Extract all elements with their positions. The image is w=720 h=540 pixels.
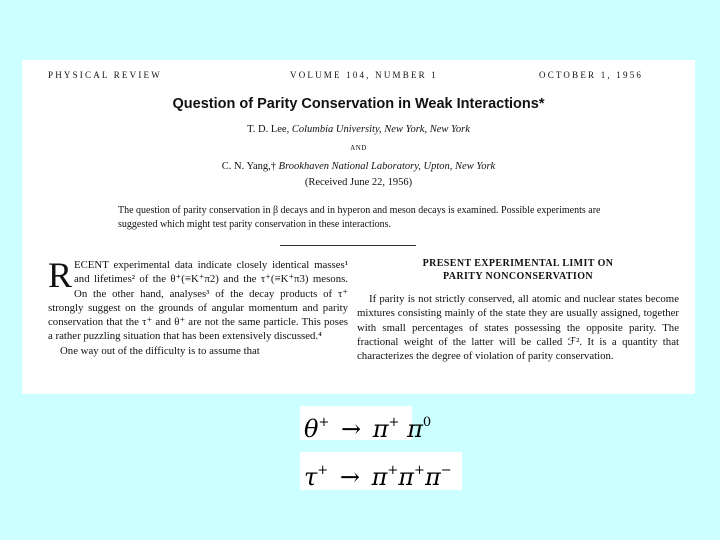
pion-charge: − <box>440 463 452 478</box>
section-heading-line-1: PRESENT EXPERIMENTAL LIMIT ON <box>422 258 614 269</box>
pion-symbol: π <box>398 463 415 491</box>
theta-charge: + <box>318 415 330 430</box>
abstract: The question of parity conservation in β decays and in hyperon and meson decays is examined. Possible experiments are suggested which might test parity conservation in these interactions. <box>118 205 601 230</box>
paper-title: Question of Parity Conservation in Weak Interactions* <box>172 96 545 112</box>
pion-charge: + <box>387 463 399 478</box>
pion-symbol: π <box>371 463 388 491</box>
theta-decay-equation <box>300 406 432 443</box>
pion-charge: 0 <box>422 415 432 430</box>
tau-charge: + <box>317 463 329 478</box>
tau-symbol: τ <box>304 463 318 491</box>
author-1-name: T. D. Lee, <box>247 124 290 135</box>
second-paragraph: One way out of the difficulty is to assume that <box>60 344 260 357</box>
received-date: (Received June 22, 1956) <box>304 177 413 188</box>
paper-excerpt <box>22 60 695 394</box>
right-column <box>357 258 679 363</box>
section-heading <box>357 258 679 283</box>
issue-date: OCTOBER 1, 1956 <box>539 70 644 80</box>
drop-cap: R <box>48 255 73 295</box>
decay-arrow: → <box>341 415 362 443</box>
author-2-affiliation: Brookhaven National Laboratory, Upton, New York <box>278 161 496 172</box>
and-separator: AND <box>350 144 367 152</box>
pion-charge: + <box>388 415 400 430</box>
journal-name: PHYSICAL REVIEW <box>48 70 162 80</box>
pion-symbol: π <box>407 415 423 443</box>
decay-arrow: → <box>339 463 360 491</box>
running-head <box>22 70 695 84</box>
author-line-2 <box>22 161 695 172</box>
section-heading-line-2: PARITY NONCONSERVATION <box>442 270 594 282</box>
section-paragraph: If parity is not strictly conserved, all atomic and nuclear states become mixtures consisting mainly of the state they are usually assigned, together with small percentages of states possessing the opposite parity. The fractional weight of the latter will be called ℱ². It is a quantity that characterizes the degree of violation of parity conservation. <box>357 293 679 363</box>
intro-paragraph: ECENT experimental data indicate closely identical masses¹ and lifetimes² of the θ⁺(≡K⁺π2) and the τ⁺(≡K⁺π3) mesons. On the other hand, analyses³ of the decay products of τ⁺ strongly suggest on the grounds of angular momentum and parity conservation that the τ⁺ and θ⁺ are not the same particle. This poses a rather puzzling situation that has been extensively discussed.⁴ <box>48 259 348 343</box>
pion-symbol: π <box>424 463 441 491</box>
theta-symbol: θ <box>304 415 319 443</box>
divider-rule <box>280 245 416 246</box>
pion-charge: + <box>414 463 425 478</box>
left-column <box>48 255 348 358</box>
author-1-affiliation: Columbia University, New York, New York <box>291 124 470 135</box>
pion-symbol: π <box>372 415 389 443</box>
author-2-name: C. N. Yang,† <box>221 161 277 172</box>
author-line-1 <box>22 124 695 135</box>
volume-number: VOLUME 104, NUMBER 1 <box>290 70 439 80</box>
tau-decay-equation <box>300 452 462 490</box>
